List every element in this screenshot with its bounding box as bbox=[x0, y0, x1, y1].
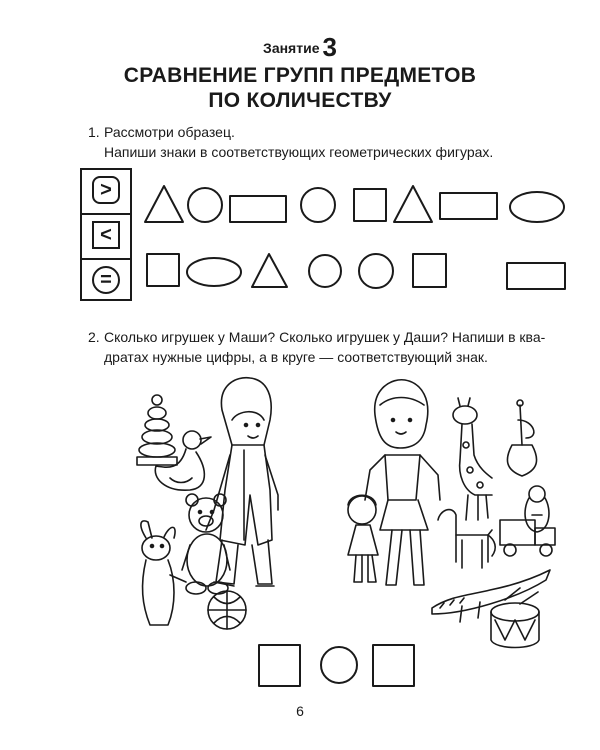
giraffe-toy-icon bbox=[453, 398, 492, 520]
masha-girl-illustration bbox=[206, 378, 278, 586]
equal-sign-sample: = bbox=[92, 266, 120, 294]
row2-circle-2[interactable] bbox=[359, 254, 393, 288]
task-2-instructions bbox=[88, 327, 573, 367]
page-title-line-2: ПО КОЛИЧЕСТВУ bbox=[208, 89, 392, 112]
row2-ellipse-1[interactable] bbox=[187, 258, 241, 286]
page-number: 6 bbox=[296, 703, 304, 719]
row2-square-2[interactable] bbox=[413, 254, 446, 287]
nesting-doll-toy-icon bbox=[525, 486, 549, 532]
comparison-sign-circle[interactable] bbox=[321, 647, 357, 683]
task-1-line-2: Напиши знаки в соответствующих геометрических фигурах. bbox=[104, 144, 494, 160]
task-2-line-2: дратах нужные цифры, а в круге — соответствующий знак. bbox=[104, 349, 488, 365]
row1-ellipse-1[interactable] bbox=[510, 192, 564, 222]
small-doll-girl-icon bbox=[348, 495, 378, 582]
ball-toy-icon bbox=[208, 591, 246, 629]
less-sign-sample: < bbox=[92, 221, 120, 249]
row1-rectangle-1[interactable] bbox=[230, 196, 286, 222]
row2-rectangle-1[interactable] bbox=[507, 263, 565, 289]
task-1-line-1: Рассмотри образец. bbox=[104, 124, 235, 140]
row1-rectangle-2[interactable] bbox=[440, 193, 497, 219]
duck-toy-icon bbox=[155, 431, 211, 490]
row1-triangle-2[interactable] bbox=[394, 186, 432, 222]
row2-circle-1[interactable] bbox=[309, 255, 341, 287]
lesson-word: Занятие bbox=[263, 40, 320, 56]
trumpet-toy-icon bbox=[507, 400, 536, 476]
lesson-number: 3 bbox=[322, 32, 337, 62]
bunny-toy-icon bbox=[141, 521, 186, 625]
row2-triangle-1[interactable] bbox=[252, 254, 287, 287]
task-2-number: 2. bbox=[88, 329, 100, 345]
row2-square-1[interactable] bbox=[147, 254, 179, 286]
masha-count-box[interactable] bbox=[259, 645, 300, 686]
task-2-line-1: Сколько игрушек у Маши? Сколько игрушек у Даши? Напиши в ква- bbox=[104, 329, 546, 345]
row1-circle-2[interactable] bbox=[301, 188, 335, 222]
greater-sign-sample: > bbox=[92, 176, 120, 204]
dasha-count-box[interactable] bbox=[373, 645, 414, 686]
page-title-line-1: СРАВНЕНИЕ ГРУПП ПРЕДМЕТОВ bbox=[123, 64, 477, 87]
row1-triangle-1[interactable] bbox=[145, 186, 183, 222]
row1-circle-1[interactable] bbox=[188, 188, 222, 222]
drum-toy-icon bbox=[491, 588, 539, 648]
row1-square-1[interactable] bbox=[354, 189, 386, 221]
pyramid-toy-icon bbox=[137, 395, 177, 465]
task-1-number: 1. bbox=[88, 124, 100, 140]
